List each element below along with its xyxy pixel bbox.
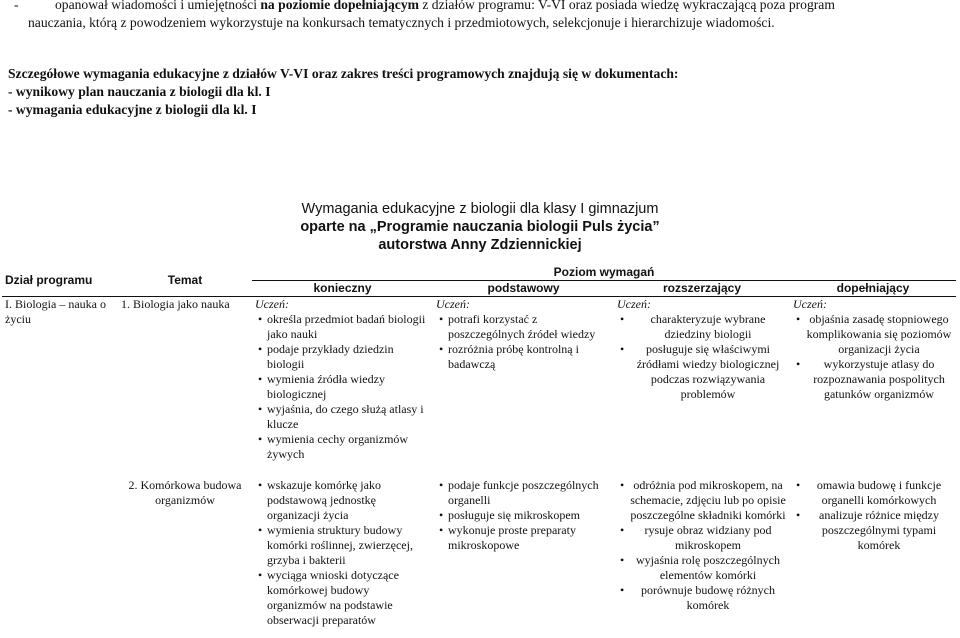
- col-header-dzial: Dział programu: [2, 265, 118, 297]
- level-rozszerzajacy: rozszerzający: [614, 281, 790, 297]
- requirements-line-2: - wynikowy plan nauczania z biologii dla kl. I: [8, 84, 271, 99]
- list-item: • wskazuje komórkę jako podstawową jednostkę organizacji życia: [267, 478, 430, 523]
- requirements-table: [2, 265, 956, 628]
- list-item: • wyjaśnia rolę poszczególnych elementów komórki: [629, 553, 787, 583]
- list-item: • rozróżnia próbę kontrolną i badawczą: [448, 342, 611, 372]
- document-heading: [0, 200, 960, 254]
- intro-line-2: nauczania, którą z powodzeniem wykorzystuje na konkursach tematycznych i przedmiotowych, selekcjonuje i hierarchizuje wiadomości.: [28, 15, 775, 30]
- cell-temat: 2. Komórkowa budowa organizmów: [128, 478, 242, 507]
- list-item: • potrafi korzystać z poszczególnych źródeł wiedzy: [448, 312, 611, 342]
- list-item: • wyciąga wnioski dotyczące komórkowej budowy organizmów na podstawie obserwacji preparatów: [267, 568, 430, 628]
- uczen-label: Uczeń:: [793, 297, 827, 311]
- intro-text-c: z działów programu: V-VI oraz posiada wiedzę wykraczającą poza program: [418, 0, 835, 12]
- col-header-temat: Temat: [118, 265, 252, 297]
- list-item: • wykonuje proste preparaty mikroskopowe: [448, 523, 611, 553]
- list-item: • omawia budowę i funkcje organelli komórkowych: [805, 478, 953, 508]
- list-item: • podaje funkcje poszczególnych organelli: [448, 478, 611, 508]
- cell-rozszerzajacy: [614, 462, 790, 628]
- list-item: • analizuje różnice między poszczególnymi typami komórek: [805, 508, 953, 553]
- level-podstawowy: podstawowy: [433, 281, 614, 297]
- intro-paragraph: [8, 0, 938, 32]
- list-item: • posługuje się właściwymi źródłami wiedzy biologicznej podczas rozwiązywania problemów: [629, 342, 787, 402]
- heading-line-3: autorstwa Anny Zdziennickiej: [378, 237, 582, 253]
- list-item: • wymienia struktury budowy komórki roślinnej, zwierzęcej, grzyba i bakterii: [267, 523, 430, 568]
- level-dopelniajacy: dopełniający: [790, 281, 956, 297]
- requirements-line-3: - wymagania edukacyjne z biologii dla kl. I: [8, 102, 257, 117]
- list-item: • objaśnia zasadę stopniowego komplikowania się poziomów organizacji życia: [805, 312, 953, 357]
- cell-podstawowy: [433, 297, 614, 463]
- list-item: • wyjaśnia, do czego służą atlasy i klucze: [267, 402, 430, 432]
- list-item: • porównuje budowę różnych komórek: [629, 583, 787, 613]
- uczen-label: Uczeń:: [255, 297, 289, 311]
- cell-dzial: [2, 462, 118, 628]
- list-item: • charakteryzuje wybrane dziedziny biologii: [629, 312, 787, 342]
- cell-dzial: I. Biologia – nauka o życiu: [5, 297, 106, 326]
- heading-line-2: oparte na „Programie nauczania biologii Puls życia”: [300, 219, 660, 235]
- intro-text-a: opanował wiadomości i umiejętności: [55, 0, 261, 12]
- uczen-label: Uczeń:: [436, 297, 470, 311]
- cell-dopelniajacy: [790, 462, 956, 628]
- list-item: • odróżnia pod mikroskopem, na schemacie, zdjęciu lub po opisie poszczególne składniki komórki: [629, 478, 787, 523]
- cell-podstawowy: [433, 462, 614, 628]
- list-item: • rysuje obraz widziany pod mikroskopem: [629, 523, 787, 553]
- requirements-block: [8, 65, 948, 119]
- intro-text-bold: na poziomie dopełniającym: [260, 0, 419, 12]
- list-item: • wymienia cechy organizmów żywych: [267, 432, 430, 462]
- col-header-poziom: Poziom wymagań: [553, 265, 655, 279]
- uczen-label: Uczeń:: [617, 297, 651, 311]
- heading-line-1: Wymagania edukacyjne z biologii dla klasy I gimnazjum: [301, 201, 659, 217]
- table-row: [2, 297, 956, 463]
- cell-temat: 1. Biologia jako nauka: [121, 297, 230, 311]
- list-item: • posługuje się mikroskopem: [448, 508, 611, 523]
- intro-line-1: [8, 0, 938, 14]
- cell-konieczny: [252, 297, 433, 463]
- list-item: • określa przedmiot badań biologii jako nauki: [267, 312, 430, 342]
- level-konieczny: konieczny: [252, 281, 433, 297]
- intro-dash: -: [14, 0, 19, 12]
- requirements-line-1: Szczegółowe wymagania edukacyjne z działów V-VI oraz zakres treści programowych znajdują się w dokumentach:: [8, 66, 679, 81]
- list-item: • podaje przykłady dziedzin biologii: [267, 342, 430, 372]
- cell-rozszerzajacy: [614, 297, 790, 463]
- table-row: [2, 462, 956, 628]
- list-item: • wykorzystuje atlasy do rozpoznawania pospolitych gatunków organizmów: [805, 357, 953, 402]
- cell-dopelniajacy: [790, 297, 956, 463]
- list-item: • wymienia źródła wiedzy biologicznej: [267, 372, 430, 402]
- cell-konieczny: [252, 462, 433, 628]
